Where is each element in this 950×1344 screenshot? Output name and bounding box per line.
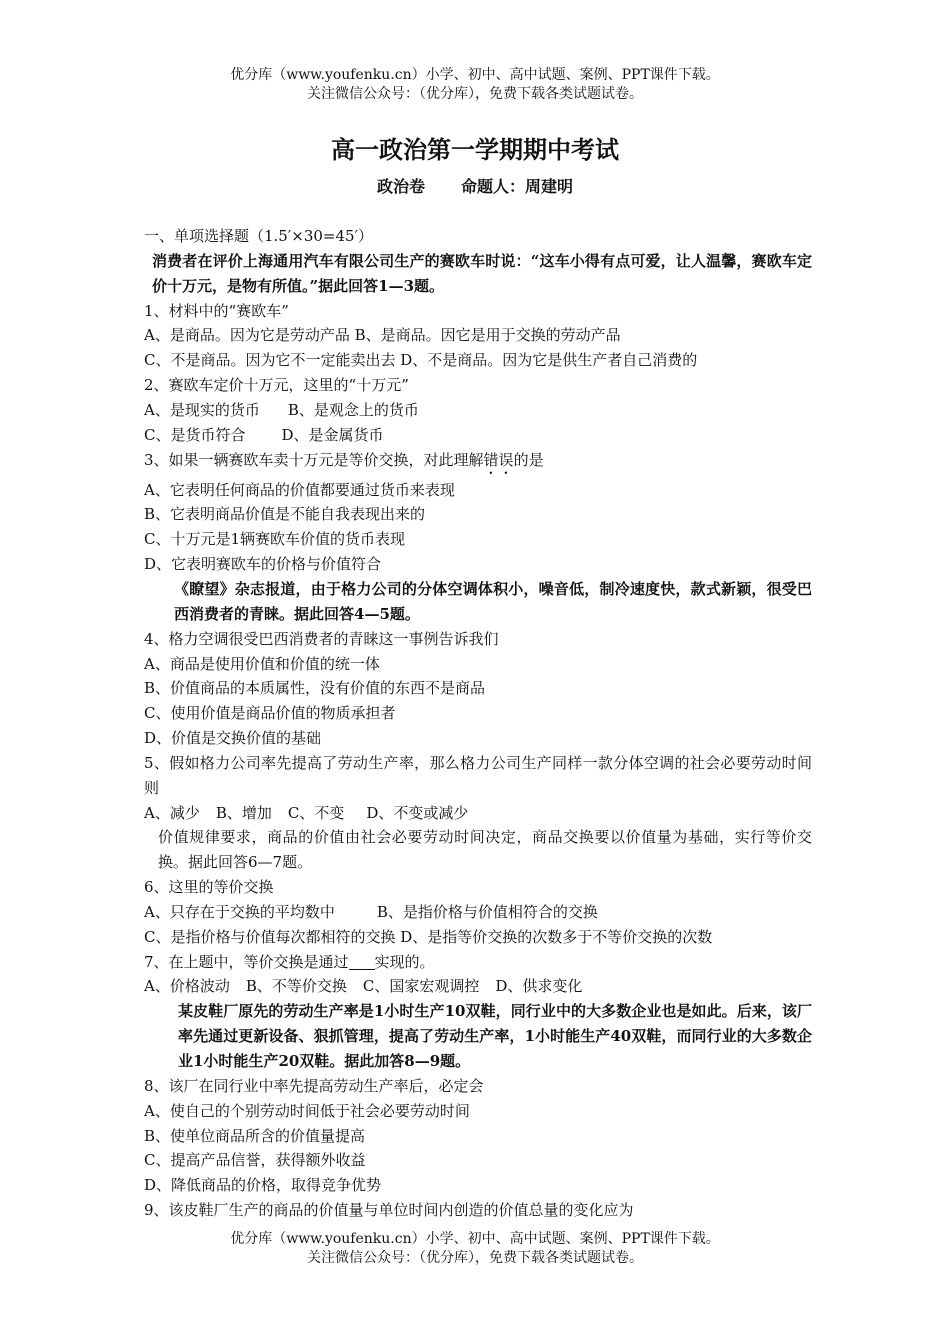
question-8-option-b: B、使单位商品所含的价值量提高 (144, 1126, 366, 1145)
option-b: B、是指价格与价值相符合的交换 (376, 902, 598, 921)
option-d: D、供求变化 (495, 977, 583, 996)
header-line-1: 优分库（www.youfenku.cn）小学、初中、高中试题、案例、PPT课件下载。 (230, 67, 720, 83)
question-3-stem: 3、如果一辆赛欧车卖十万元是等价交换，对此理解错误的是 (144, 450, 544, 469)
question-1-stem: 1、材料中的“赛欧车” (144, 301, 289, 320)
answer-blank (349, 953, 375, 970)
question-4-option-c: C、使用价值是商品价值的物质承担者 (144, 704, 396, 723)
option-a: A、只存在于交换的平均数中 (144, 902, 335, 921)
paper-name: 政治卷 (376, 177, 425, 196)
question-3-option-c: C、十万元是1辆赛欧车价值的货币表现 (144, 530, 406, 549)
question-6-options-cd: C、是指价格与价值每次都相符的交换 D、是指等价交换的次数多于不等价交换的次数 (144, 927, 713, 946)
option-b: B、增加 (215, 803, 272, 822)
question-2-stem: 2、赛欧车定价十万元，这里的“十万元” (144, 376, 409, 395)
option-c: C、不变 (287, 803, 345, 822)
material-1: 消费者在评价上海通用汽车有限公司生产的赛欧车时说：“这车小得有点可爱，让人温馨，赛欧车定价十万元，是物有所值。”据此回答1—3题。 (152, 251, 812, 295)
footer-line-1: 优分库（www.youfenku.cn）小学、初中、高中试题、案例、PPT课件下载。 (230, 1231, 720, 1247)
question-8-option-d: D、降低商品的价格，取得竞争优势 (144, 1176, 382, 1195)
question-8-option-c: C、提高产品信誉，获得额外收益 (144, 1151, 366, 1170)
question-6-stem: 6、这里的等价交换 (144, 878, 274, 897)
question-4-option-a: A、商品是使用价值和价值的统一体 (144, 654, 380, 673)
question-2-options-ab (144, 398, 812, 423)
question-3-option-d: D、它表明赛欧车的价格与价值符合 (144, 555, 382, 574)
option-b: B、是观念上的货币 (287, 400, 419, 419)
question-6-options-ab (144, 900, 812, 925)
option-c: C、国家宏观调控 (362, 977, 480, 996)
option-a: A、价格波动 (144, 977, 230, 996)
option-d: D、不变或减少 (366, 803, 469, 822)
question-5-options (144, 801, 812, 826)
header-line-2: 关注微信公众号：（优分库），免费下载各类试题试卷。 (307, 86, 643, 102)
option-a: A、是现实的货币 (144, 400, 260, 419)
question-8-stem: 8、该厂在同行业中率先提高劳动生产率后，必定会 (144, 1076, 484, 1095)
question-9-stem: 9、该皮鞋厂生产的商品的价值量与单位时间内创造的价值总量的变化应为 (144, 1201, 634, 1220)
exam-content (144, 224, 812, 1223)
footer-line-2: 关注微信公众号：（优分库），免费下载各类试题试卷。 (307, 1250, 643, 1266)
emphasis-word: 错误 (483, 450, 514, 469)
question-4-stem: 4、格力空调很受巴西消费者的青睐这一事例告诉我们 (144, 629, 499, 648)
author: 命题人：周建明 (461, 177, 574, 196)
question-2-options-cd (144, 423, 812, 448)
option-b: B、不等价交换 (245, 977, 347, 996)
page-header (0, 66, 950, 104)
question-7-options (144, 974, 812, 999)
exam-subtitle (0, 176, 950, 198)
material-4: 某皮鞋厂原先的劳动生产率是1小时生产10双鞋，同行业中的大多数企业也是如此。后来，该厂率先通过更新设备、狠抓管理，提高了劳动生产率，1小时能生产40双鞋，而同行业的大多数企业1小时能生产20双鞋。据此加答8—9题。 (178, 1002, 812, 1070)
option-c: C、是货币符合 (144, 425, 246, 444)
question-1-options-cd: C、不是商品。因为它不一定能卖出去 D、不是商品。因为它是供生产者自己消费的 (144, 351, 698, 370)
section-heading: 一、单项选择题（1.5′×30=45′） (144, 227, 373, 245)
option-a: A、减少 (144, 803, 200, 822)
question-3-option-a: A、它表明任何商品的价值都要通过货币来表现 (144, 480, 455, 499)
question-8-option-a: A、使自己的个别劳动时间低于社会必要劳动时间 (144, 1101, 470, 1120)
material-2: 《瞭望》杂志报道，由于格力公司的分体空调体积小，噪音低，制冷速度快，款式新颖，很受巴西消费者的青睐。据此回答4—5题。 (174, 579, 812, 623)
exam-title: 高一政治第一学期期中考试 (331, 136, 619, 164)
page-footer (0, 1230, 950, 1268)
question-3-option-b: B、它表明商品价值是不能自我表现出来的 (144, 505, 426, 524)
material-3: 价值规律要求，商品的价值由社会必要劳动时间决定，商品交换要以价值量为基础，实行等价交换。据此回答6—7题。 (158, 828, 812, 872)
option-d: D、是金属货币 (281, 425, 384, 444)
question-7-stem: 7、在上题中，等价交换是通过 实现的。 (144, 952, 435, 971)
question-4-option-b: B、价值商品的本质属性，没有价值的东西不是商品 (144, 679, 486, 698)
question-4-option-d: D、价值是交换价值的基础 (144, 729, 322, 748)
question-1-options-ab: A、是商品。因为它是劳动产品 B、是商品。因它是用于交换的劳动产品 (144, 326, 621, 345)
question-5-stem: 5、假如格力公司率先提高了劳动生产率，那么格力公司生产同样一款分体空调的社会必要劳动时间则 (144, 753, 812, 797)
